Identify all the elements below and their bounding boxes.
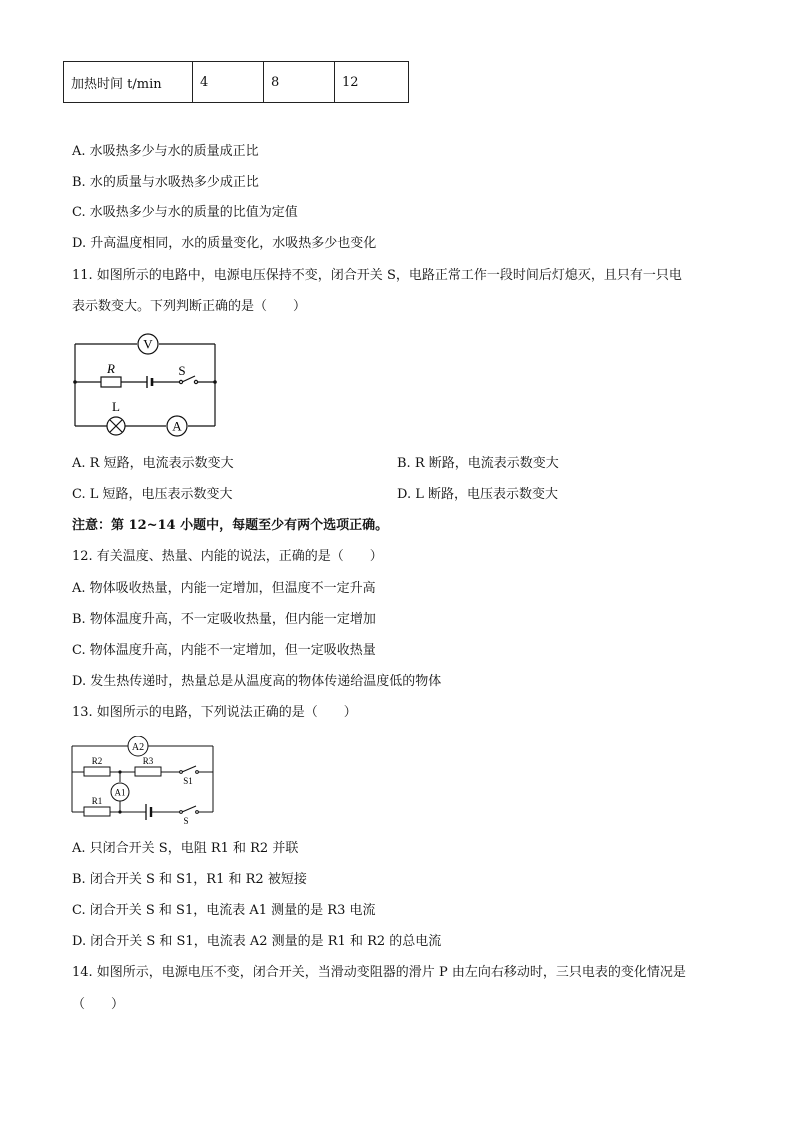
- q10-option-d: D. 升高温度相同，水的质量变化，水吸热多少也变化: [72, 236, 377, 251]
- q12-option-d: D. 发生热传递时，热量总是从温度高的物体传递给温度低的物体: [72, 674, 442, 689]
- lamp-l-label: L: [112, 399, 120, 414]
- table-row: [64, 62, 409, 103]
- q11-circuit-diagram: [68, 332, 223, 442]
- q11-option-d: D. L 断路，电压表示数变大: [397, 487, 558, 502]
- switch-s1-label: S1: [183, 776, 193, 786]
- q12-option-c: C. 物体温度升高，内能不一定增加，但一定吸收热量: [72, 643, 376, 658]
- heating-time-table: [63, 61, 409, 103]
- q10-option-b: B. 水的质量与水吸热多少成正比: [72, 175, 259, 190]
- table-cell: 12: [335, 62, 409, 103]
- q13-option-c: C. 闭合开关 S 和 S1，电流表 A1 测量的是 R3 电流: [72, 903, 376, 918]
- q12-stem: 12. 有关温度、热量、内能的说法，正确的是（ ）: [72, 549, 383, 564]
- q10-option-c: C. 水吸热多少与水的质量的比值为定值: [72, 205, 298, 220]
- table-header-cell: 加热时间 t/min: [64, 62, 193, 103]
- q13-option-d: D. 闭合开关 S 和 S1，电流表 A2 测量的是 R1 和 R2 的总电流: [72, 934, 442, 949]
- q13-option-b: B. 闭合开关 S 和 S1，R1 和 R2 被短接: [72, 872, 307, 887]
- switch-s-label: S: [178, 363, 186, 378]
- q11-option-a: A. R 短路，电流表示数变大: [72, 456, 234, 471]
- table-cell: 8: [264, 62, 335, 103]
- q10-option-a: A. 水吸热多少与水的质量成正比: [72, 144, 259, 159]
- resistor-r3-label: R3: [142, 756, 154, 766]
- ammeter-a2-label: A2: [131, 742, 145, 753]
- q14-stem-line1: 14. 如图所示，电源电压不变，闭合开关，当滑动变阻器的滑片 P 由左向右移动时，三只电表的变化情况是: [72, 965, 686, 980]
- ammeter-a1-label: A1: [114, 787, 126, 798]
- multi-answer-note: 注意：第 12~14 小题中，每题至少有两个选项正确。: [72, 518, 389, 533]
- q11-stem-line2: 表示数变大。下列判断正确的是（ ）: [72, 299, 307, 314]
- q13-option-a: A. 只闭合开关 S，电阻 R1 和 R2 并联: [72, 841, 299, 856]
- q12-option-a: A. 物体吸收热量，内能一定增加，但温度不一定升高: [72, 581, 376, 596]
- resistor-r-label: R: [107, 361, 115, 376]
- ammeter-label: A: [172, 418, 182, 434]
- voltmeter-label: V: [143, 336, 153, 352]
- q11-stem-line1: 11. 如图所示的电路中，电源电压保持不变，闭合开关 S，电路正常工作一段时间后灯熄灭，且只有一只电: [72, 268, 682, 283]
- q13-stem: 13. 如图所示的电路，下列说法正确的是（ ）: [72, 705, 357, 720]
- switch-s-label: S: [183, 816, 189, 826]
- resistor-r2-label: R2: [91, 756, 103, 766]
- q12-option-b: B. 物体温度升高，不一定吸收热量，但内能一定增加: [72, 612, 376, 627]
- table-cell: 4: [193, 62, 264, 103]
- q11-option-b: B. R 断路，电流表示数变大: [397, 456, 559, 471]
- resistor-r1-label: R1: [91, 796, 103, 806]
- q14-stem-line2: （ ）: [72, 997, 125, 1012]
- q13-circuit-diagram: [68, 736, 218, 826]
- q11-option-c: C. L 短路，电压表示数变大: [72, 487, 233, 502]
